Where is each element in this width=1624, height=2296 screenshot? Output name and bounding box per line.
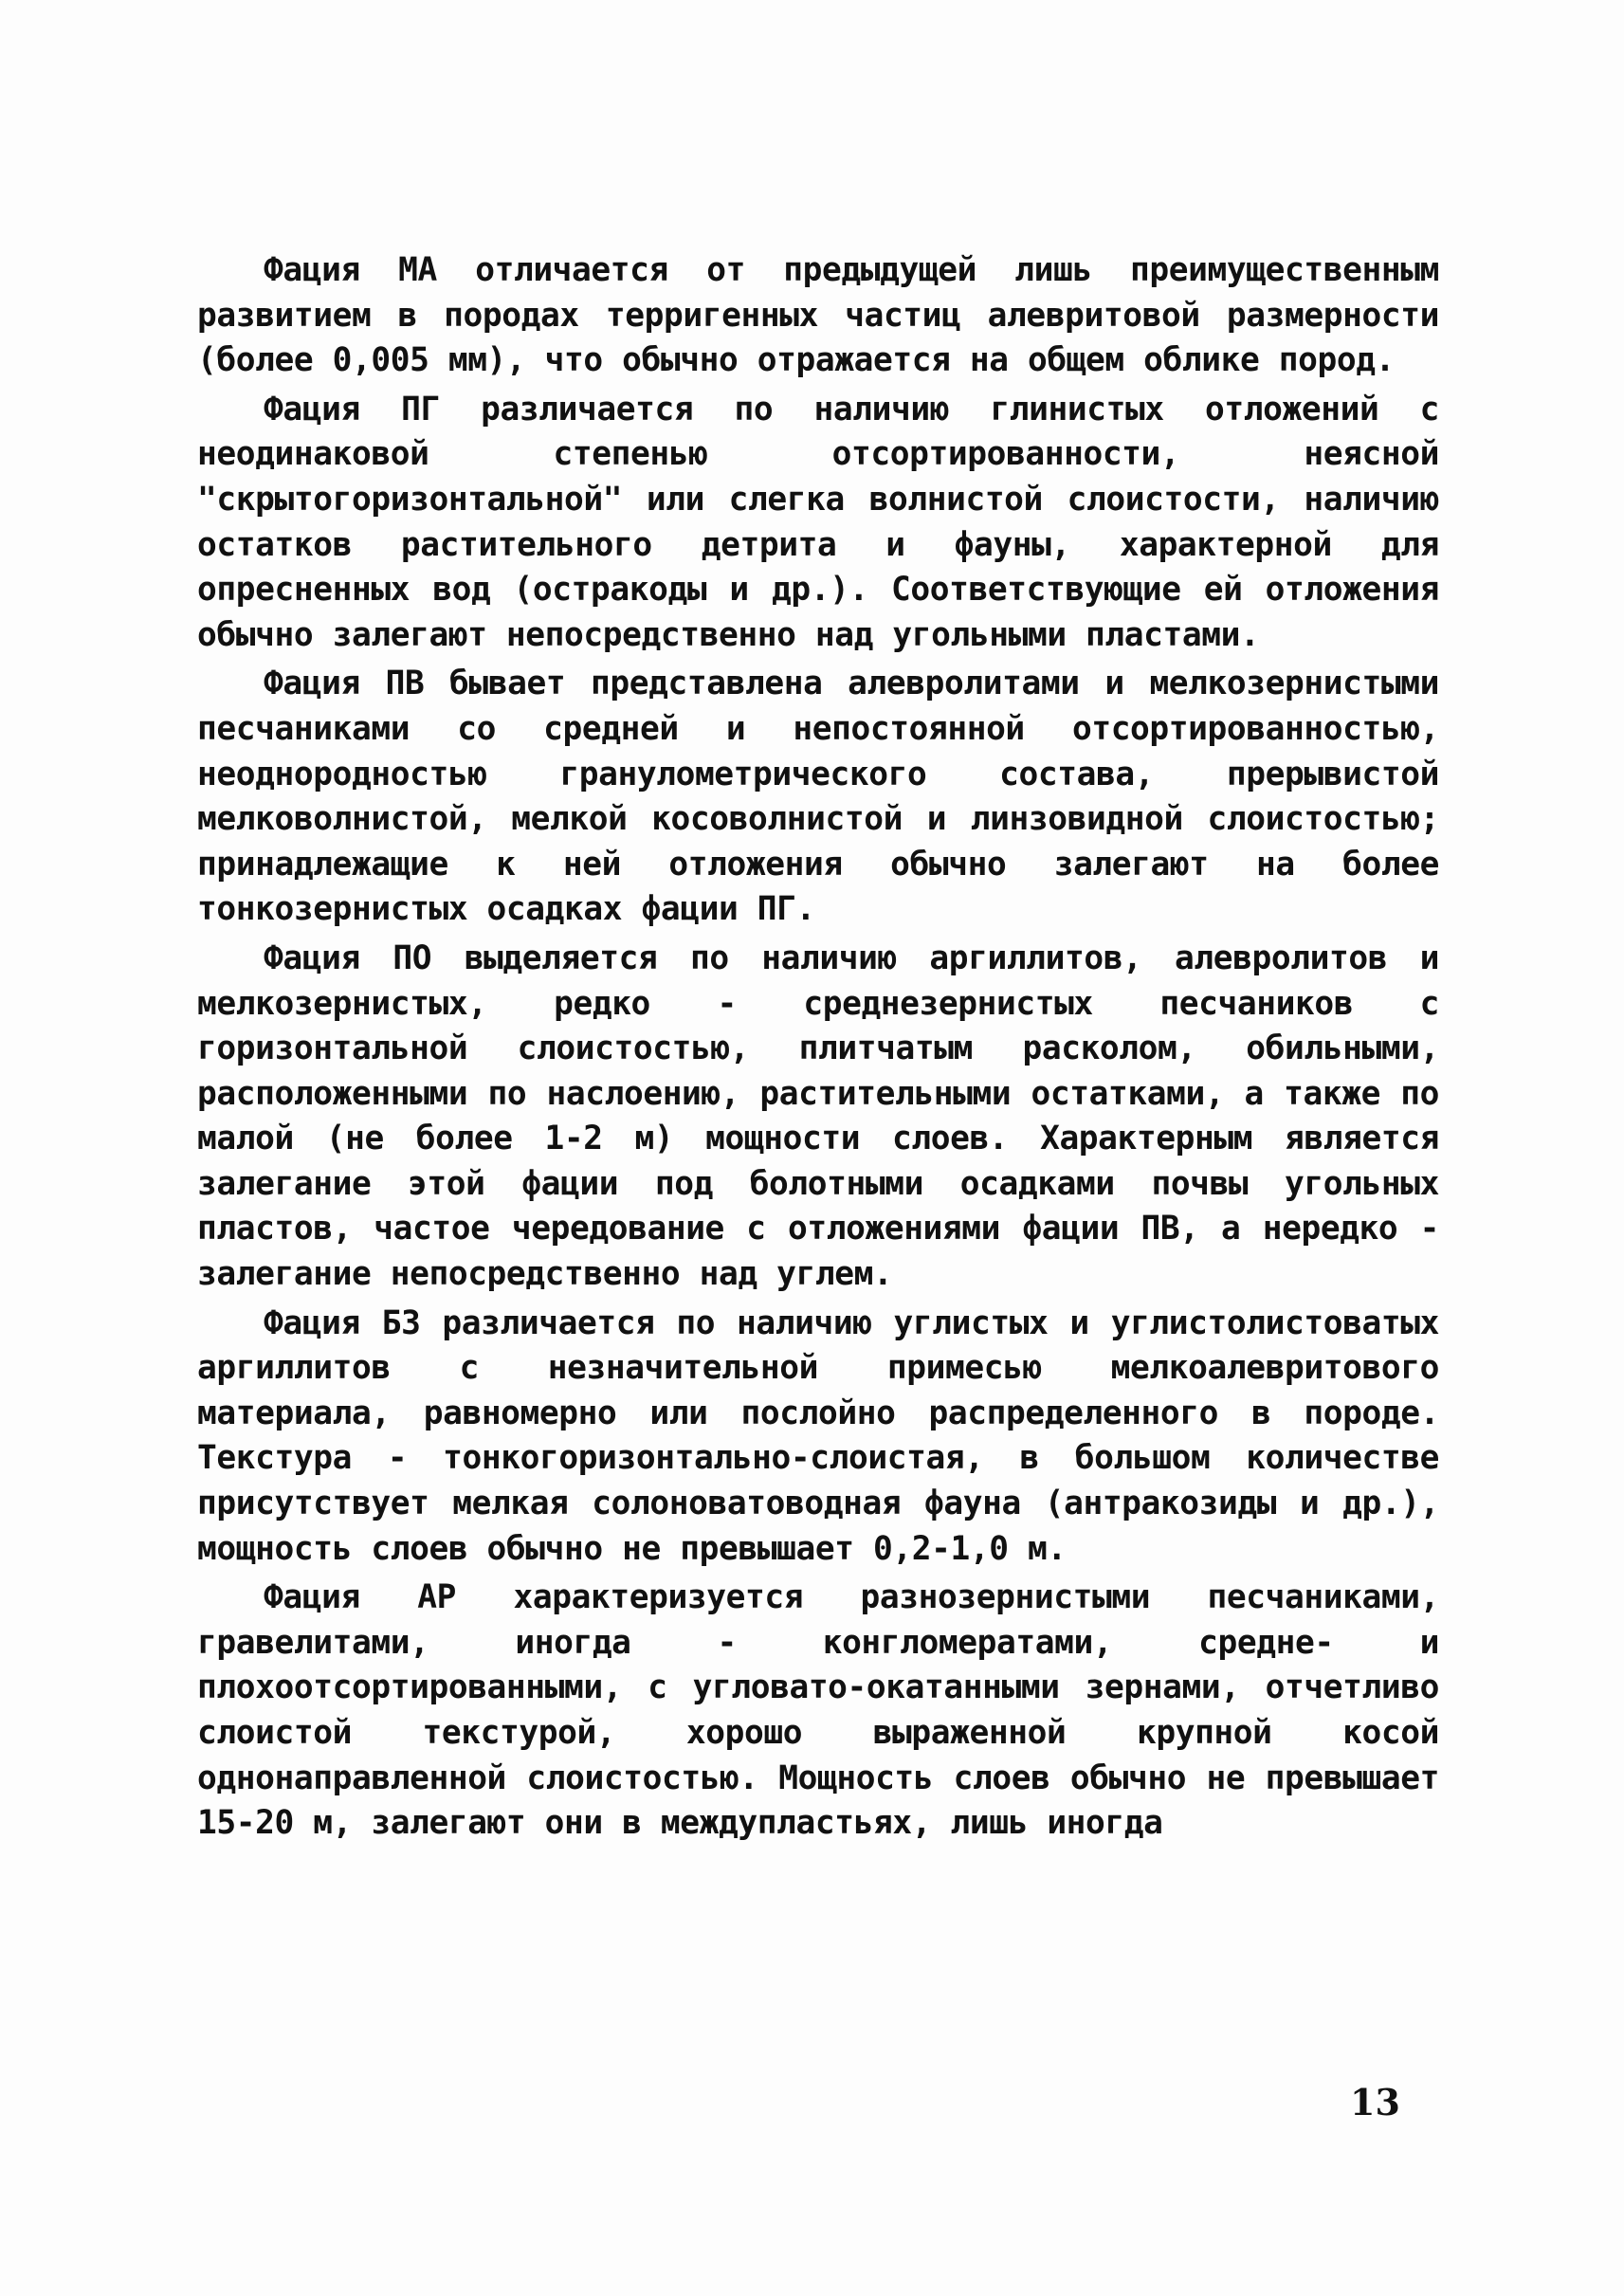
- page-number: 13: [1350, 2081, 1400, 2123]
- body-text: [197, 248, 1439, 1847]
- paragraph-facies-pg: Фация ПГ различается по наличию глинистых отложений с неодинаковой степенью отсортированности, неясной "скрытогоризонтальной" или слегка волнистой слоистости, наличию остатков растительного детрита и фауны, характерной для опресненных вод (остракоды и др.). Соответствующие ей отложения обычно залегают непосредственно над угольными пластами.: [197, 390, 1439, 654]
- paragraph-facies-ar: Фация АР характеризуется разнозернистыми песчаниками, гравелитами, иногда - конгломератами, средне- и плохоотсортированными, с угловато-окатанными зернами, отчетливо слоистой текстурой, хорошо выраженной крупной косой однонаправленной слоистостью. Мощность слоев обычно не превышает 15-20 м, залегают они в междупластьях, лишь иногда: [197, 1578, 1439, 1843]
- paragraph-facies-ma: Фация МА отличается от предыдущей лишь преимущественным развитием в породах терригенных частиц алевритовой размерности (более 0,005 мм), что обычно отражается на общем облике пород.: [197, 251, 1439, 380]
- paragraph-facies-po: Фация ПО выделяется по наличию аргиллитов, алевролитов и мелкозернистых, редко - среднезернистых песчаников с горизонтальной слоистостью, плитчатым расколом, обильными, расположенными по наслоению, растительными остатками, а также по малой (не более 1-2 м) мощности слоев. Характерным является залегание этой фации под болотными осадками почвы угольных пластов, частое чередование с отложениями фации ПВ, а нередко - залегание непосредственно над углем.: [197, 938, 1439, 1294]
- paragraph-facies-pv: Фация ПВ бывает представлена алевролитами и мелкозернистыми песчаниками со средней и непостоянной отсортированностью, неоднородностью гранулометрического состава, прерывистой мелковолнистой, мелкой косоволнистой и линзовидной слоистостью; принадлежащие к ней отложения обычно залегают на более тонкозернистых осадках фации ПГ.: [197, 665, 1439, 929]
- paragraph-facies-bz: Фация БЗ различается по наличию углистых и углистолистоватых аргиллитов с незначительной примесью мелкоалевритового материала, равномерно или послойно распределенного в породе. Текстура - тонкогоризонтально-слоистая, в большом количестве присутствует мелкая солоноватоводная фауна (антракозиды и др.), мощность слоев обычно не превышает 0,2-1,0 м.: [197, 1303, 1439, 1568]
